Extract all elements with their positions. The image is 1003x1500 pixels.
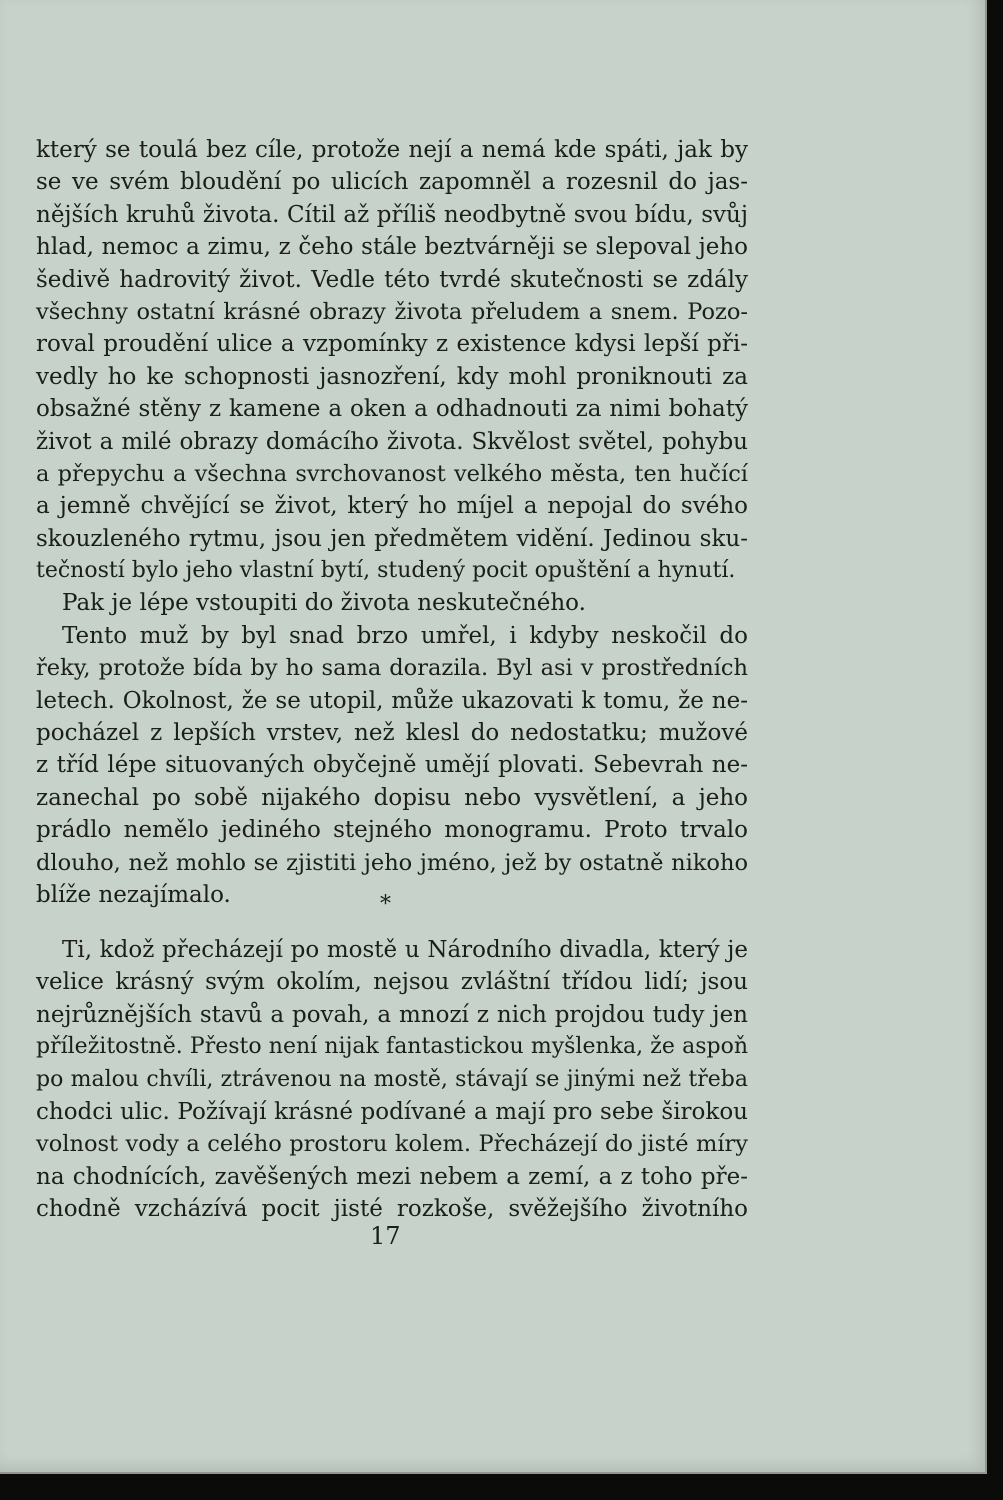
text-line: dlouho, než mohlo se zjistiti jeho jméno, jež by ostatně nikoho xyxy=(36,849,748,876)
text-line: příležitostně. Přesto není nijak fantastickou myšlenka, že aspoň xyxy=(36,1034,748,1060)
text-line: zanechal po sobě nijakého dopisu nebo vysvětlení, a jeho xyxy=(36,784,748,811)
text-line: letech. Okolnost, že se utopil, může ukazovati k tomu, že ne- xyxy=(36,687,748,714)
text-line: šedivě hadrovitý život. Vedle této tvrdé skutečnosti se zdály xyxy=(36,266,748,293)
text-block-lower xyxy=(36,934,748,1226)
text-line: všechny ostatní krásné obrazy života přeludem a snem. Pozo- xyxy=(36,298,748,325)
text-line: volnost vody a celého prostoru kolem. Přecházejí do jisté míry xyxy=(36,1131,748,1158)
text-line: který se toulá bez cíle, protože nejí a nemá kde spáti, jak by xyxy=(36,137,748,163)
text-line: roval proudění ulice a vzpomínky z existence kdysi lepší při- xyxy=(36,331,748,358)
text-line: a jemně chvějící se život, který ho míjel a nepojal do svého xyxy=(36,493,748,520)
text-line: nejrůznějších stavů a povah, a mnozí z nich projdou tudy jen xyxy=(36,1001,748,1028)
paragraph-3 xyxy=(36,620,748,912)
text-line: po malou chvíli, ztrávenou na mostě, stávají se jinými než třeba xyxy=(36,1066,748,1092)
section-separator: * xyxy=(380,892,391,917)
page-number: 17 xyxy=(370,1222,401,1250)
text-line: vedly ho ke schopnosti jasnozření, kdy mohl proniknouti za xyxy=(36,363,748,390)
text-line: Pak je lépe vstoupiti do života neskutečného. xyxy=(62,590,586,617)
text-line: na chodnících, zavěšených mezi nebem a zemí, a z toho pře- xyxy=(36,1163,748,1190)
text-line: hlad, nemoc a zimu, z čeho stále beztvárněji se slepoval jeho xyxy=(36,234,748,261)
paragraph-2 xyxy=(36,587,748,619)
text-line: Ti, kdož přecházejí po mostě u Národního divadla, který je xyxy=(62,937,748,963)
text-line: řeky, protože bída by ho sama dorazila. Byl asi v prostředních xyxy=(36,655,748,682)
text-line: chodně vzcházívá pocit jisté rozkoše, svěžejšího životního xyxy=(36,1196,748,1223)
text-line: skouzleného rytmu, jsou jen předmětem vidění. Jedinou sku- xyxy=(36,525,748,552)
paragraph-4 xyxy=(36,934,748,1226)
text-block-upper xyxy=(36,134,748,911)
text-line: se ve svém bloudění po ulicích zapomněl a rozesnil do jas- xyxy=(36,169,748,196)
paragraph-1 xyxy=(36,134,748,587)
text-line: velice krásný svým okolím, nejsou zvláštní třídou lidí; jsou xyxy=(36,969,748,996)
text-line: z tříd lépe situovaných obyčejně umějí plovati. Sebevrah ne- xyxy=(36,752,748,779)
text-line: prádlo nemělo jediného stejného monogramu. Proto trvalo xyxy=(36,817,748,844)
text-line: blíže nezajímalo. xyxy=(36,881,231,908)
text-line: Tento muž by byl snad brzo umřel, i kdyby neskočil do xyxy=(62,622,748,649)
text-line: tečností bylo jeho vlastní bytí, studený pocit opuštění a hynutí. xyxy=(36,558,736,584)
text-line: pocházel z lepších vrstev, než klesl do nedostatku; mužové xyxy=(36,720,748,747)
text-line: obsažné stěny z kamene a oken a odhadnouti za nimi bohatý xyxy=(36,396,748,423)
text-line: a přepychu a všechna svrchovanost velkého města, ten hučící xyxy=(36,460,748,487)
text-line: život a milé obrazy domácího života. Skvělost světel, pohybu xyxy=(36,428,748,455)
text-line: chodci ulic. Požívají krásné podívané a mají pro sebe širokou xyxy=(36,1098,748,1125)
text-line: nějších kruhů života. Cítil až příliš neodbytně svou bídu, svůj xyxy=(36,201,748,228)
